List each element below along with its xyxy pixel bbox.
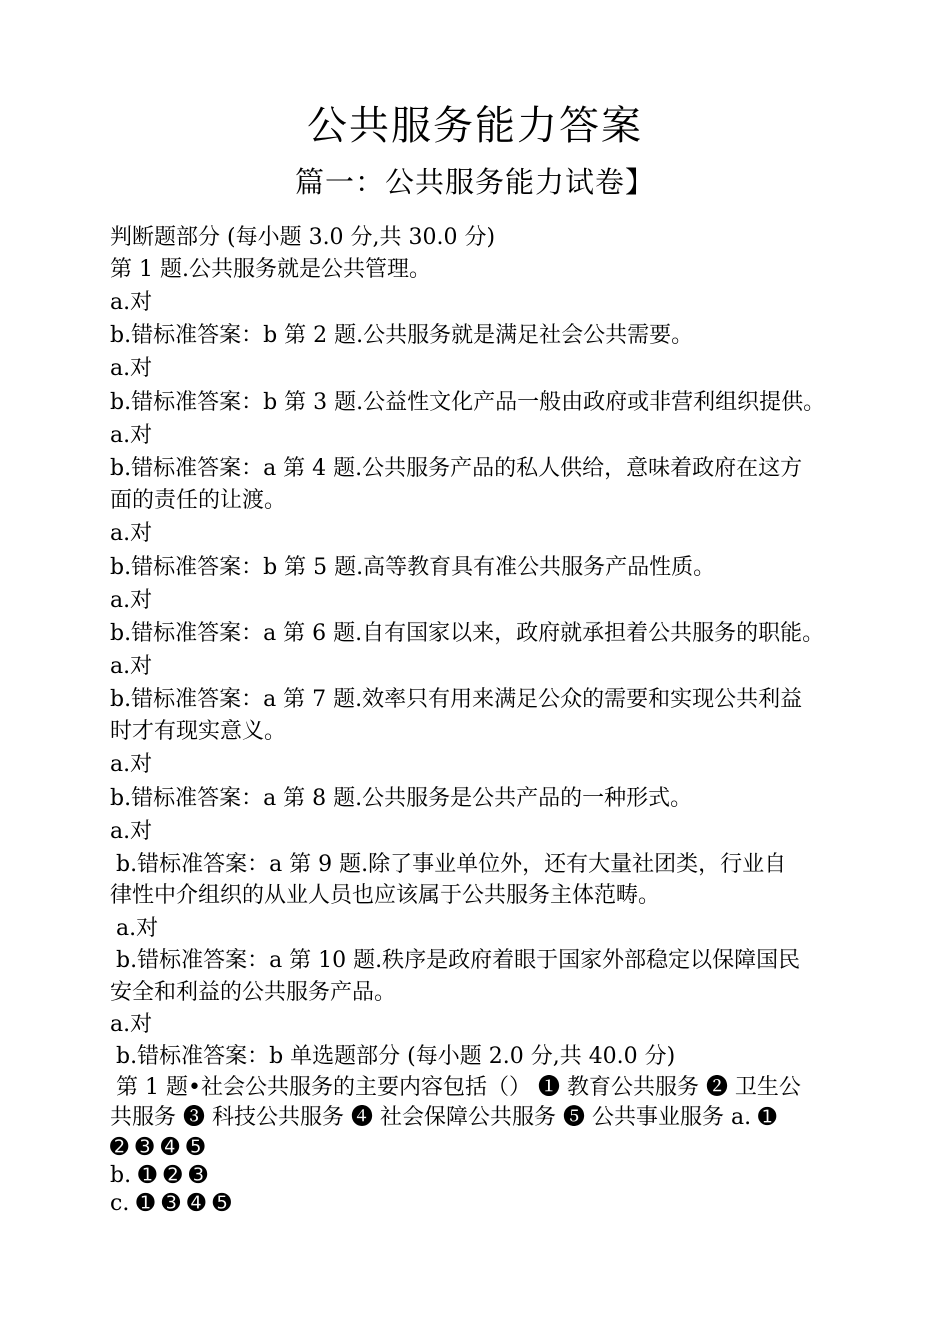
question-continuation-line: 面的责任的让渡。 xyxy=(110,488,287,513)
answer-question-line: b.错标准答案：a 第 8 题.公共服务是公共产品的一种形式。 xyxy=(110,786,693,811)
choice-question-continuation-line: 共服务 ➌ 科技公共服务 ➍ 社会保障公共服务 ➎ 公共事业服务 a. ➊ xyxy=(110,1105,777,1130)
choice-option-b: b. ➊ ➋ ➌ xyxy=(110,1163,208,1188)
choice-question-line: 第 1 题•社会公共服务的主要内容包括（） ➊ 教育公共服务 ➋ 卫生公 xyxy=(116,1075,801,1100)
question-continuation-line: 时才有现实意义。 xyxy=(110,719,287,744)
answer-question-line: b.错标准答案：b 第 5 题.高等教育具有准公共服务产品性质。 xyxy=(110,555,716,580)
option-line: a.对 xyxy=(116,916,159,941)
option-line: a.对 xyxy=(110,752,153,777)
option-line: a.对 xyxy=(110,356,153,381)
section-heading-single-choice: b.错标准答案：b 单选题部分 (每小题 2.0 分,共 40.0 分) xyxy=(116,1044,676,1069)
choice-option-c: c. ➊ ➌ ➍ ➎ xyxy=(110,1191,232,1216)
option-line: a.对 xyxy=(110,423,153,448)
answer-question-line: b.错标准答案：b 第 3 题.公益性文化产品一般由政府或非营利组织提供。 xyxy=(110,390,826,415)
question-continuation-line: 安全和利益的公共服务产品。 xyxy=(110,980,397,1005)
option-line: a.对 xyxy=(110,654,153,679)
document-title: 公共服务能力答案 xyxy=(307,103,643,149)
section-heading-judgement: 判断题部分 (每小题 3.0 分,共 30.0 分) xyxy=(110,225,496,250)
option-line: a.对 xyxy=(110,521,153,546)
answer-question-line: b.错标准答案：a 第 4 题.公共服务产品的私人供给，意味着政府在这方 xyxy=(110,456,803,481)
document-subtitle: 篇一：公共服务能力试卷】 xyxy=(294,165,655,199)
option-line: a.对 xyxy=(110,588,153,613)
option-line: a.对 xyxy=(110,290,153,315)
option-line: a.对 xyxy=(110,819,153,844)
answer-question-line: b.错标准答案：a 第 6 题.自有国家以来，政府就承担着公共服务的职能。 xyxy=(110,621,825,646)
option-line: a.对 xyxy=(110,1012,153,1037)
answer-question-line: b.错标准答案：b 第 2 题.公共服务就是满足社会公共需要。 xyxy=(110,323,694,348)
choice-option-line: ➋ ➌ ➍ ➎ xyxy=(110,1135,205,1160)
answer-question-line: b.错标准答案：a 第 10 题.秩序是政府着眼于国家外部稳定以保障国民 xyxy=(116,948,801,973)
question-line: 第 1 题.公共服务就是公共管理。 xyxy=(110,257,431,282)
answer-question-line: b.错标准答案：a 第 7 题.效率只有用来满足公众的需要和实现公共利益 xyxy=(110,687,803,712)
answer-question-line: b.错标准答案：a 第 9 题.除了事业单位外，还有大量社团类，行业自 xyxy=(116,852,787,877)
question-continuation-line: 律性中介组织的从业人员也应该属于公共服务主体范畴。 xyxy=(110,883,661,908)
